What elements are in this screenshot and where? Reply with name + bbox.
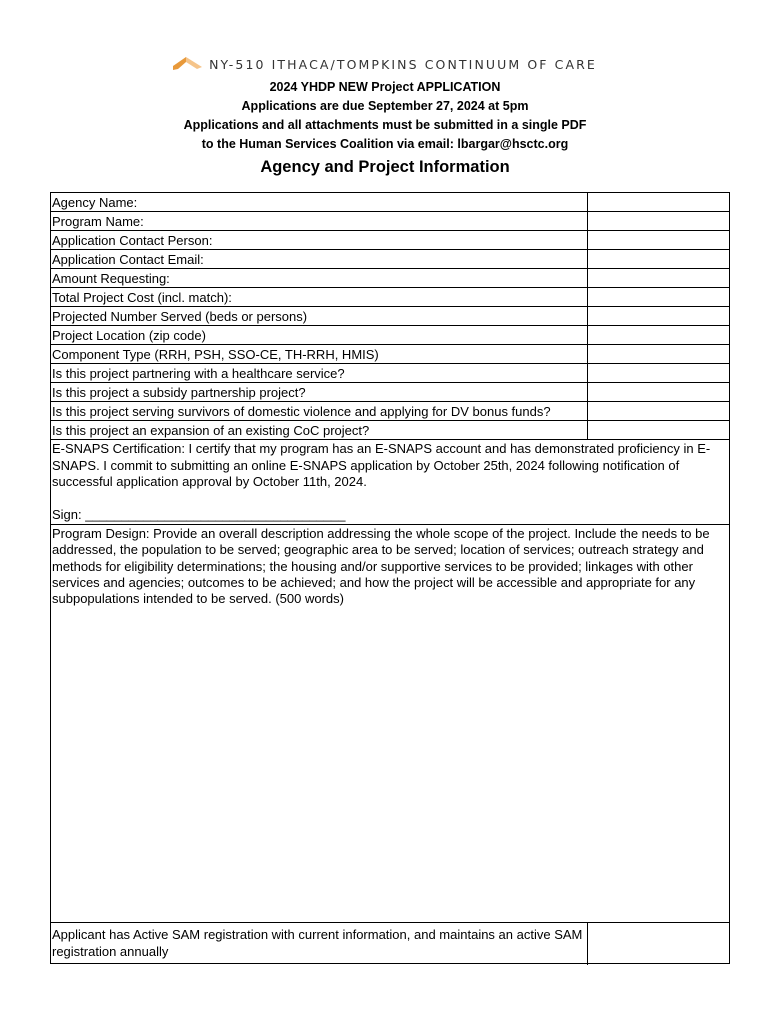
- contact-email-input[interactable]: [588, 250, 729, 268]
- field-label: Project Location (zip code): [51, 326, 588, 344]
- program-name-input[interactable]: [588, 212, 729, 230]
- certification-text: E-SNAPS Certification: I certify that my program has an E-SNAPS account and has demonstrated proficiency in E-SNAPS. I commit to submitting an online E-SNAPS application by October 25th, 2024 following notification of successful application approval by October 11th, 2024.: [52, 441, 711, 489]
- org-name: NY-510 ITHACA/TOMPKINS CONTINUUM OF CARE: [209, 56, 597, 72]
- field-label: Projected Number Served (beds or persons): [51, 307, 588, 325]
- field-label: Agency Name:: [51, 193, 588, 211]
- application-form: [50, 192, 730, 964]
- field-label: Amount Requesting:: [51, 269, 588, 287]
- form-row-total-project-cost: [51, 288, 729, 307]
- field-label: Is this project a subsidy partnership project?: [51, 383, 588, 401]
- field-label: Component Type (RRH, PSH, SSO-CE, TH-RRH, HMIS): [51, 345, 588, 363]
- program-design-section: [51, 525, 729, 923]
- form-row-project-location: [51, 326, 729, 345]
- submission-email-line: to the Human Services Coalition via email: lbargar@hsctc.org: [201, 137, 569, 151]
- form-row-coc-expansion: [51, 421, 729, 440]
- form-row-dv-bonus: [51, 402, 729, 421]
- component-type-input[interactable]: [588, 345, 729, 363]
- field-label: Is this project serving survivors of domestic violence and applying for DV bonus funds?: [51, 402, 588, 420]
- signature-line[interactable]: Sign: ____________________________________: [52, 506, 346, 522]
- application-title: 2024 YHDP NEW Project APPLICATION: [269, 80, 501, 94]
- form-row-contact-email: [51, 250, 729, 269]
- field-label: Is this project an expansion of an existing CoC project?: [51, 421, 588, 439]
- healthcare-partnering-input[interactable]: [588, 364, 729, 382]
- program-design-textarea[interactable]: [52, 607, 727, 887]
- agency-name-input[interactable]: [588, 193, 729, 211]
- amount-requesting-input[interactable]: [588, 269, 729, 287]
- field-label: Program Name:: [51, 212, 588, 230]
- org-banner: [0, 52, 770, 76]
- form-row-projected-number-served: [51, 307, 729, 326]
- form-row-component-type: [51, 345, 729, 364]
- sam-registration-input[interactable]: [588, 923, 729, 965]
- document-header: [0, 52, 770, 178]
- form-row-program-name: [51, 212, 729, 231]
- contact-person-input[interactable]: [588, 231, 729, 249]
- esnaps-certification: [51, 440, 729, 525]
- subsidy-partnership-input[interactable]: [588, 383, 729, 401]
- coc-expansion-input[interactable]: [588, 421, 729, 439]
- field-label: Application Contact Person:: [51, 231, 588, 249]
- section-title: Agency and Project Information: [260, 158, 510, 176]
- form-row-subsidy-partnership: [51, 383, 729, 402]
- project-location-input[interactable]: [588, 326, 729, 344]
- dv-bonus-input[interactable]: [588, 402, 729, 420]
- form-row-healthcare-partnering: [51, 364, 729, 383]
- program-design-prompt: Program Design: Provide an overall description addressing the whole scope of the project. Include the needs to be addressed, the population to be served; geographic area to be served; location of services; outreach strategy and methods for eligibility determinations; the housing and/or supportive services to be provided; linkages with other services and agencies; outcomes to be achieved; and how the project will be accessible and appropriate for any subpopulations intended to be served. (500 words): [52, 526, 710, 607]
- form-row-sam-registration: [51, 923, 729, 965]
- total-project-cost-input[interactable]: [588, 288, 729, 306]
- house-roof-logo-icon: [173, 55, 203, 73]
- form-row-contact-person: [51, 231, 729, 250]
- form-row-agency-name: [51, 193, 729, 212]
- sam-registration-label: Applicant has Active SAM registration with current information, and maintains an active SAM registration annually: [51, 923, 588, 965]
- form-row-amount-requesting: [51, 269, 729, 288]
- field-label: Is this project partnering with a healthcare service?: [51, 364, 588, 382]
- due-date-line: Applications are due September 27, 2024 at 5pm: [241, 99, 529, 113]
- submission-instructions-line: Applications and all attachments must be submitted in a single PDF: [183, 118, 587, 132]
- field-label: Application Contact Email:: [51, 250, 588, 268]
- field-label: Total Project Cost (incl. match):: [51, 288, 588, 306]
- projected-number-served-input[interactable]: [588, 307, 729, 325]
